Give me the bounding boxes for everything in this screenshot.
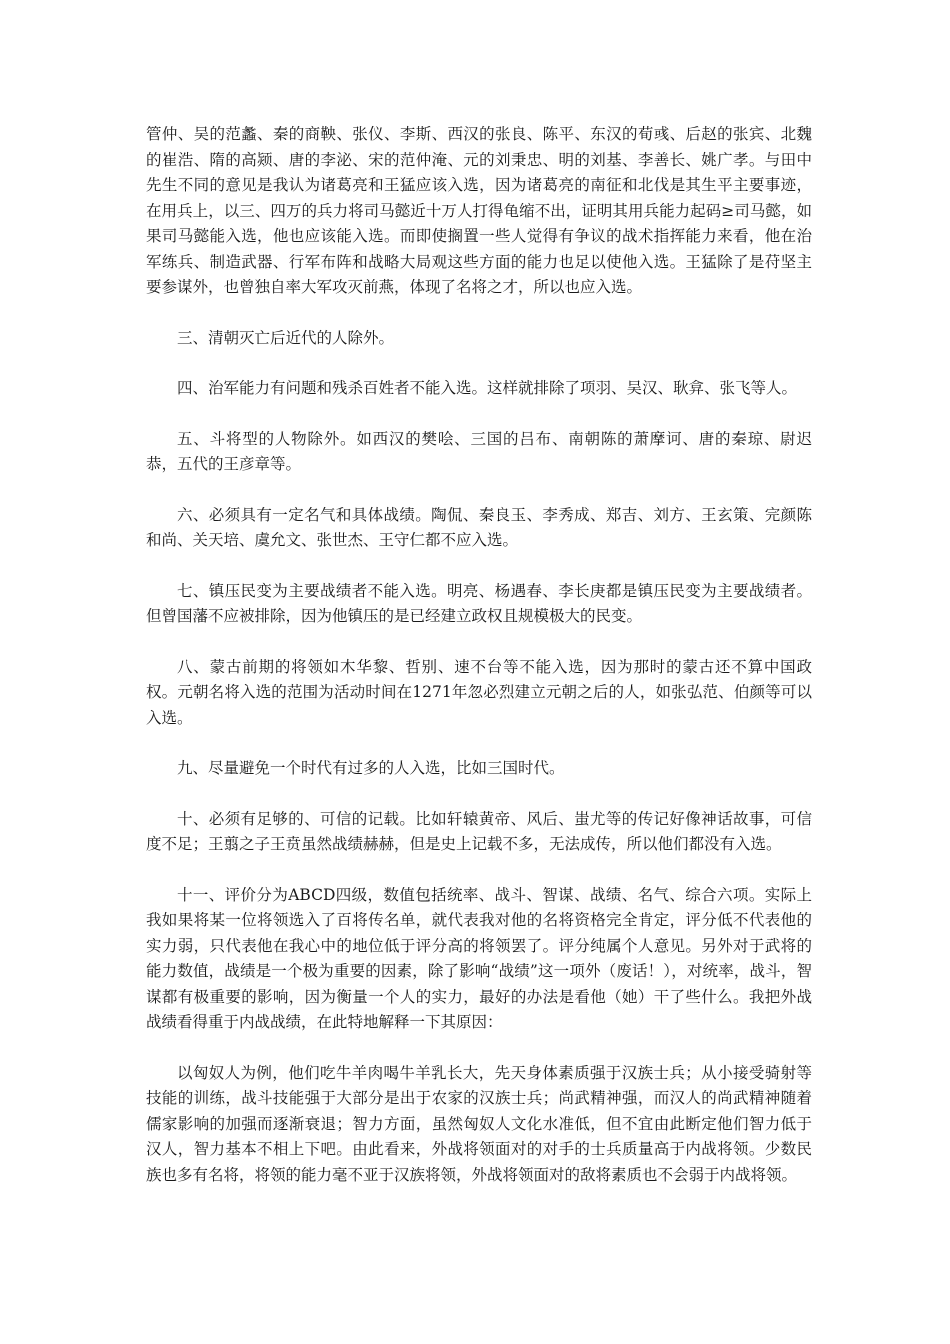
paragraph-rule-3: 三、清朝灭亡后近代的人除外。 xyxy=(177,328,395,347)
paragraph-rule-7: 七、镇压民变为主要战绩者不能入选。明亮、杨遇春、李长庚都是镇压民变为主要战绩者。但曾国藩不应被排除，因为他镇压的是已经建立政权且规模极大的民变。 xyxy=(146,581,812,625)
paragraph-advisers-list: 管仲、吴的范蠡、秦的商鞅、张仪、李斯、西汉的张良、陈平、东汉的荀彧、后赵的张宾、北魏的崔浩、隋的高颎、唐的李泌、宋的范仲淹、元的刘秉忠、明的刘基、李善长、姚广孝。与田中先生不同的意见是我认为诸葛亮和王猛应该入选，因为诸葛亮的南征和北伐是其生平主要事迹，在用兵上，以三、四万的兵力将司马懿近十万人打得龟缩不出，证明其用兵能力起码≥司马懿，如果司马懿能入选，他也应该能入选。而即使搁置一些人觉得有争议的战术指挥能力来看，他在治军练兵、制造武器、行军布阵和战略大局观这些方面的能力也足以使他入选。王猛除了是苻坚主要参谋外，也曾独自率大军攻灭前燕，体现了名将之才，所以也应入选。 xyxy=(146,125,812,296)
paragraph-rule-11: 十一、评价分为ABCD四级，数值包括统率、战斗、智谋、战绩、名气、综合六项。实际上我如果将某一位将领选入了百将传名单，就代表我对他的名将资格完全肯定，评分低不代表他的实力弱，只代表他在我心中的地位低于评分高的将领罢了。评分纯属个人意见。另外对于武将的能力数值，战绩是一个极为重要的因素，除了影响“战绩”这一项外（废话！），对统率，战斗，智谋都有极重要的影响，因为衡量一个人的实力，最好的办法是看他（她）干了些什么。我把外战战绩看得重于内战战绩，在此特地解释一下其原因： xyxy=(146,885,812,1031)
paragraph-rule-9: 九、尽量避免一个时代有过多的人入选，比如三国时代。 xyxy=(177,759,565,777)
paragraph-xiongnu-example: 以匈奴人为例，他们吃牛羊肉喝牛羊乳长大，先天身体素质强于汉族士兵；从小接受骑射等技能的训练，战斗技能强于大部分是出于农家的汉族士兵；尚武精神强，而汉人的尚武精神随着儒家影响的加强而逐渐衰退；智力方面，虽然匈奴人文化水准低，但不宜由此断定他们智力低于汉人，智力基本不相上下吧。由此看来，外战将领面对的对手的士兵质量高于内战将领。少数民族也多有名将，将领的能力毫不亚于汉族将领，外战将领面对的敌将素质也不会弱于内战将领。 xyxy=(146,1063,812,1184)
paragraph-rule-4: 四、治军能力有问题和残杀百姓者不能入选。这样就排除了项羽、吴汉、耿弇、张飞等人。 xyxy=(177,379,798,397)
paragraph-rule-8: 八、蒙古前期的将领如木华黎、哲别、速不台等不能入选，因为那时的蒙古还不算中国政权。元朝名将入选的范围为活动时间在1271年忽必烈建立元朝之后的人，如张弘范、伯颜等可以入选。 xyxy=(146,657,812,727)
paragraph-rule-10: 十、必须有足够的、可信的记载。比如轩辕黄帝、风后、蚩尤等的传记好像神话故事，可信度不足；王翦之子王贲虽然战绩赫赫，但是史上记载不多，无法成传，所以他们都没有入选。 xyxy=(146,809,812,853)
document-body xyxy=(146,122,812,1213)
paragraph-rule-5: 五、斗将型的人物除外。如西汉的樊哙、三国的吕布、南朝陈的萧摩诃、唐的秦琼、尉迟恭，五代的王彦章等。 xyxy=(146,429,812,473)
paragraph-rule-6: 六、必须具有一定名气和具体战绩。陶侃、秦良玉、李秀成、郑吉、刘方、王玄策、完颜陈和尚、关天培、虞允文、张世杰、王守仁都不应入选。 xyxy=(146,505,812,549)
